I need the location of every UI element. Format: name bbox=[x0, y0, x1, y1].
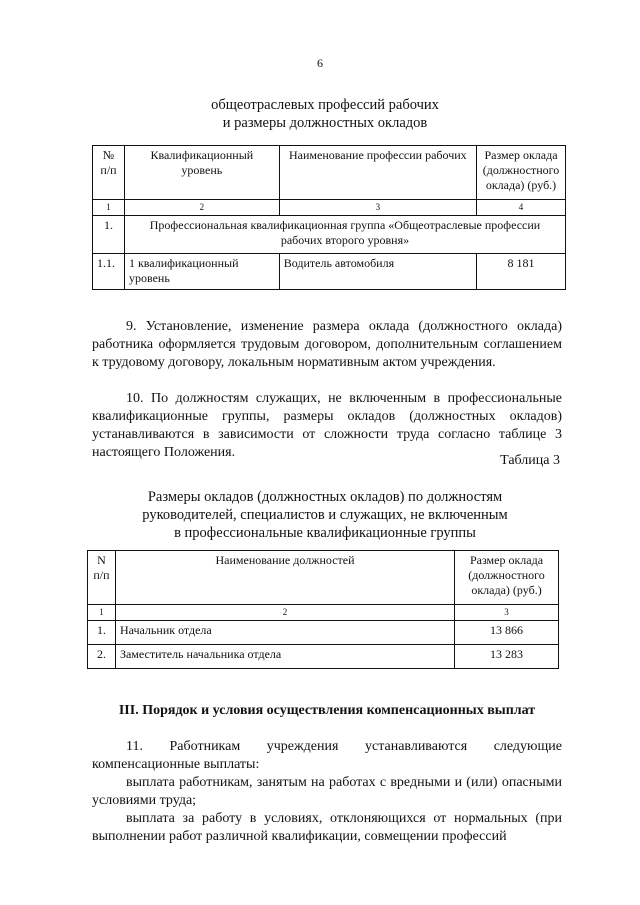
column-numbers-row bbox=[93, 200, 566, 216]
group-num: 1. bbox=[93, 216, 125, 254]
paragraph-9: 9. Установление, изменение размера оклада (должностного оклада) работника оформляется трудовым договором, дополнительным соглашением к трудовому договору, локальным нормативным актом учреждения. bbox=[92, 319, 562, 370]
colnum-4: 4 bbox=[477, 200, 566, 216]
row-salary: 13 866 bbox=[455, 621, 559, 645]
colnum-3: 3 bbox=[279, 200, 476, 216]
table-row bbox=[88, 621, 559, 645]
colnum-1: 1 bbox=[93, 200, 125, 216]
row-profession: Водитель автомобиля bbox=[279, 254, 476, 290]
table3-title-line2: руководителей, специалистов и служащих, не включенным bbox=[142, 507, 508, 523]
table-header-row bbox=[93, 146, 566, 200]
header-profession: Наименование профессии рабочих bbox=[279, 146, 476, 200]
list-item: выплата за работу в условиях, отклоняющихся от нормальных (при выполнении работ различной квалификации, совмещении профессий bbox=[92, 811, 562, 844]
header-level: Квалификационный уровень bbox=[124, 146, 279, 200]
professions-table bbox=[92, 145, 566, 290]
table3-label: Таблица 3 bbox=[500, 453, 560, 468]
row-position: Заместитель начальника отдела bbox=[115, 645, 454, 669]
row-salary: 8 181 bbox=[477, 254, 566, 290]
row-position: Начальник отдела bbox=[115, 621, 454, 645]
header-salary: Размер оклада (должностного оклада) (руб.) bbox=[477, 146, 566, 200]
table2-title bbox=[90, 96, 560, 132]
header-num: N п/п bbox=[88, 551, 116, 605]
row-num: 1.1. bbox=[93, 254, 125, 290]
page-number: 6 bbox=[317, 56, 323, 70]
section-heading: III. Порядок и условия осуществления компенсационных выплат bbox=[118, 703, 536, 718]
header-num: № п/п bbox=[93, 146, 125, 200]
colnum-2: 2 bbox=[115, 605, 454, 621]
list-item: выплата работникам, занятым на работах с вредными и (или) опасными условиями труда; bbox=[92, 775, 562, 808]
table3-title-line1: Размеры окладов (должностных окладов) по должностям bbox=[147, 489, 503, 505]
header-position: Наименование должностей bbox=[115, 551, 454, 605]
column-numbers-row bbox=[88, 605, 559, 621]
table3-title-line3: в профессиональные квалификационные группы bbox=[174, 525, 476, 541]
row-level: 1 квалификационный уровень bbox=[124, 254, 279, 290]
table2-title-line1: общеотраслевых профессий рабочих bbox=[211, 97, 439, 113]
header-salary: Размер оклада (должностного оклада) (руб.) bbox=[455, 551, 559, 605]
colnum-2: 2 bbox=[124, 200, 279, 216]
table-row bbox=[93, 254, 566, 290]
table2-title-line2: и размеры должностных окладов bbox=[222, 115, 428, 131]
group-row bbox=[93, 216, 566, 254]
row-salary: 13 283 bbox=[455, 645, 559, 669]
paragraph-11: 11. Работникам учреждения устанавливаются следующие компенсационные выплаты: bbox=[92, 739, 562, 772]
table-header-row bbox=[88, 551, 559, 605]
row-num: 1. bbox=[88, 621, 116, 645]
row-num: 2. bbox=[88, 645, 116, 669]
colnum-1: 1 bbox=[88, 605, 116, 621]
table3-title bbox=[90, 488, 560, 542]
group-text: Профессиональная квалификационная группа «Общеотраслевые профессии рабочих второго уровня» bbox=[124, 216, 565, 254]
table-row bbox=[88, 645, 559, 669]
colnum-3: 3 bbox=[455, 605, 559, 621]
paragraph-10: 10. По должностям служащих, не включенным в профессиональные квалификационные группы, размеры окладов (должностных окладов) устанавливаются в зависимости от сложности труда согласно таблице 3 настоящего Положения. bbox=[92, 391, 562, 460]
positions-table bbox=[87, 550, 559, 669]
